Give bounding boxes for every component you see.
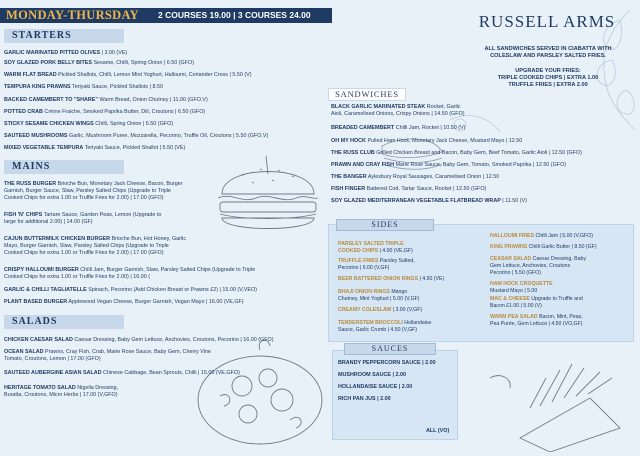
side-item: HALLOUMI FRIES Chilli Jam | 5.00 (V,GFO) xyxy=(490,233,593,239)
sandwich-item: FISH FINGER Battered Cod, Tartar Sauce, Rocket | 12.50 (GFO) xyxy=(331,186,487,192)
sandwich-item: THE RUSS CLUB Grilled Chicken Breast and Bacon, Baby Gem, Beef Tomato, Garlic Aioli | 12.50 (GFO) xyxy=(331,150,582,156)
main-item: THE RUSS BURGER Brioche Bun, Monetary Jack Cheese, Bacon, Burger Garnish, Burger Sauce, Slaw, Parsley Salted Chips (Upgrade to Triple Cooked Chips for extra 1.00 or Truffle Fries for 2.00) | 17.00 (GFO) xyxy=(4,181,183,202)
sandwich-item: THE BANGER Aylesbury Royal Sausages, Caramelised Onion | 12.50 xyxy=(331,174,500,180)
side-item: KING PRAWNS Chilli Garlic Butter | 8.50 (GF) xyxy=(490,244,597,250)
sandwich-item: BREADED CAMEMBERT Chilli Jam, Rocket | 10.50 (V) xyxy=(331,125,466,131)
sauce-item: RICH PAN JUS | 2.00 xyxy=(338,396,391,402)
upgrade-heading: UPGRADE YOUR FRIES: xyxy=(515,68,581,74)
starters-heading: STARTERS xyxy=(4,29,124,43)
side-item: HAM HOCK CROQUETTE Mustard Mayo | 5.00 xyxy=(490,281,553,294)
starter-item: POTTED CRAB Crème Fraiche, Smoked Paprika Butter, Dill, Croutons | 6.50 (GFO) xyxy=(4,109,206,115)
brand-name: RUSSELL ARMS xyxy=(478,12,616,31)
starter-item: SAUTEED MUSHROOMS Garlic, Mushroom Puree, Mozzarella, Pecorino, Truffle Oil, Croutons | 5.50 (GFO,V) xyxy=(4,133,269,139)
side-item: MAC & CHEESE Upgrade to Truffle and Bacon £1.00 | 5.00 (V) xyxy=(490,296,583,309)
sandwich-item: BLACK GARLIC MARINATED STEAK Rocket, Garlic Aioli, Caramelised Onions, Crispy Onions | 14.50 (GFO) xyxy=(331,104,465,117)
main-item: PLANT BASED BURGER Applewood Vegan Cheese, Burger Garnish, Vegan Mayo | 16.00 (VE,GF) xyxy=(4,299,244,305)
sandwiches-heading: SANDWICHES xyxy=(328,88,406,101)
side-item: TRUFFLE FRIES Parsley Salted, Pecorino | 6.00 (V,GF) xyxy=(338,258,415,271)
starter-item: STICKY SESAME CHICKEN WINGS Chilli, Spring Onion | 6.50 (GFO) xyxy=(4,121,174,127)
main-item: GARLIC & CHILLI TAGLIATELLE Spinach, Pecorino (Add Chicken Breast or Prawns £2) | 15.00 (V,VEO) xyxy=(4,287,257,293)
side-item: PARSLEY SALTED TRIPLE COOKED CHIPS | 4.00 (VE,GF) xyxy=(338,241,413,254)
side-item: CREAMY COLESLAW | 3.00 (V,GF) xyxy=(338,307,423,313)
sauces-note: ALL (VO) xyxy=(426,428,450,434)
fries-illustration xyxy=(480,348,630,452)
starter-item: MIXED VEGETABLE TEMPURA Teriyaki Sauce, Pickled Shallot | 5.50 (VE) xyxy=(4,145,186,151)
sauce-item: BRANDY PEPPERCORN SAUCE | 2.00 xyxy=(338,360,436,366)
side-item: TENDERSTEM BROCCOLI Hollandaise Sauce, Garlic Crumb | 4.50 (V,GF) xyxy=(338,320,432,333)
side-item: BHAJI ONION RINGS Mango Chutney, Mint Yoghurt | 5.00 (V,GF) xyxy=(338,289,420,302)
starter-item: SOY GLAZED PORK BELLY BITES Sesame, Chilli, Spring Onion | 6.50 (GFO) xyxy=(4,60,195,66)
side-item: WARM PEA SALAD Bacon, Mint, Peas, Pea Purée, Gem Lettuce | 4.50 (VO,GF) xyxy=(490,314,583,327)
salad-item: CHICKEN CAESAR SALAD Caesar Dressing, Baby Gem Lettuce, Anchovies, Croutons, Pecorino | 16.00 (GFO) xyxy=(4,337,274,343)
sandwich-item: OH MY HOCK Pulled Ham Hock, Monetary Jack Cheese, Mustard Mayo | 12.50 xyxy=(331,138,523,144)
sauce-item: MUSHROOM SAUCE | 2.00 xyxy=(338,372,407,378)
course-prices: 2 COURSES 19.00 | 3 COURSES 24.00 xyxy=(158,10,311,20)
sandwich-item: PRAWN AND CRAY FISH Marie Rose Sauce, Baby Gem, Tomato, Smoked Paprika | 12.50 (GFO) xyxy=(331,162,567,168)
starter-item: TEMPURA KING PRAWNS Teriyaki Sauce, Pickled Shallots | 8.50 xyxy=(4,84,163,90)
main-item: CAJUN BUTTERMILK CHICKEN BURGER Brioche Bun, Hot Honey, Garlic Mayo, Burger Garnish, Slaw, Parsley Salted Chips (Upgrade to Triple Cooked Chips for extra 1.00 or Truffle Fries for 2.00) | 17.00 (GFO) xyxy=(4,236,187,257)
side-item: CEASAR SALAD Caesar Dressing, Baby Gem Lettuce, Anchovies, Croutons Pecorino | 5.50 (GFO) xyxy=(490,256,586,276)
salad-item: HERITAGE TOMATO SALAD Nigella Dressing, Buratta, Croutons, Micro Herbs | 17.00 (V,GFO) xyxy=(4,385,119,399)
starter-item: WARM FLAT BREAD Pickled Shallots, Chilli, Lemon Mint Yoghurt, Halloumi, Coriander Cress | 5.50 (V) xyxy=(4,72,252,78)
upgrade-truffle-fries: TRUFFLE FRIES | EXTRA 2.00 xyxy=(508,82,588,88)
sides-heading: SIDES xyxy=(336,219,434,231)
starter-item: GARLIC MARINATED PITTED OLIVES | 3.00 (VE) xyxy=(4,50,128,56)
sauces-heading: SAUCES xyxy=(344,343,436,355)
menu-days-title: MONDAY-THURSDAY xyxy=(6,8,139,22)
burger-illustration xyxy=(212,150,324,242)
main-item: CRISPY HALLOUMI BURGER Chilli Jam, Burger Garnish, Slaw, Parsley Salted Chips (Upgrade to Triple Cooked Chips for extra 1.00 or Truffle Fries for 2.00) | 16.00 ( xyxy=(4,267,256,281)
sandwich-info-line-2: COLESLAW AND PARSLEY SALTED FRIES. xyxy=(490,53,606,59)
starter-item: BACKED CAMEMBERT TO "SHARE" Warm Bread, Onion Chutney | 11.00 (GFO,V) xyxy=(4,97,208,103)
upgrade-triple-chips: TRIPLE COOKED CHIPS | EXTRA 1.00 xyxy=(497,75,599,81)
salad-item: SAUTEED AUBERGINE ASIAN SALAD Chinese Cabbage, Bean Sprouts, Chilli | 15.00 (VE,GFO) xyxy=(4,370,240,376)
salads-heading: SALADS xyxy=(4,315,124,329)
side-item: BEER BATTERED ONION RINGS | 4.50 (VE) xyxy=(338,276,445,282)
sandwich-item: SOY GLAZED MEDITERRANEAN VEGETABLE FLATBREAD WRAP | 11.50 (V) xyxy=(331,198,527,204)
main-item: FISH 'N' CHIPS Tartare Sauce, Garden Peas, Lemon (Upgrade to large for additional 2.00) | 14.00 (GF) xyxy=(4,212,162,226)
salad-item: OCEAN SALAD Prawns, Cray Fish, Crab, Marie Rose Sauce, Baby Gem, Cherry Vine Tomato, Croutons, Lemon | 17.00 (GFO) xyxy=(4,349,211,363)
sauce-item: HOLLANDAISE SAUCE | 2.00 xyxy=(338,384,413,390)
sandwich-info-line-1: ALL SANDWICHES SERVED IN CIABATTA WITH xyxy=(484,46,612,52)
header-band xyxy=(0,8,332,23)
mains-heading: MAINS xyxy=(4,160,124,174)
